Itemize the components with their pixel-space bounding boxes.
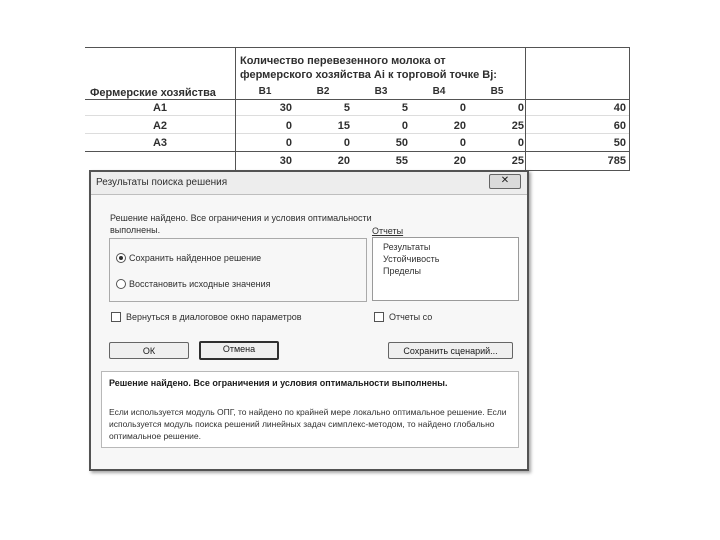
radio-restore-label: Восстановить исходные значения [129,279,271,289]
report-item-limits[interactable]: Пределы [383,266,421,276]
column-header: B4 [432,86,446,97]
dialog-titlebar[interactable] [91,172,527,195]
table-top-border [85,47,630,48]
column-total-cell[interactable]: 20 [337,155,350,167]
row-label: A3 [152,137,168,149]
dialog-title: Результаты поиска решения [96,177,228,188]
table-cell[interactable]: 0 [285,120,292,132]
row-label: A1 [152,102,168,114]
table-cell[interactable]: 0 [401,120,408,132]
column-total-cell[interactable]: 55 [395,155,408,167]
table-cell[interactable]: 15 [337,120,350,132]
info-title: Решение найдено. Все ограничения и условия оптимальности выполнены. [109,378,448,388]
reports-label: Отчеты [372,226,404,236]
radio-button[interactable] [116,279,126,289]
row-total-cell[interactable]: 40 [613,102,626,114]
radio-keep-label: Сохранить найденное решение [129,253,262,263]
table-divider [235,47,236,171]
column-header: B5 [490,86,504,97]
table-cell[interactable]: 0 [343,137,350,149]
table-divider [525,47,526,171]
checkbox[interactable] [374,312,384,322]
column-header: B2 [316,86,330,97]
column-total-cell[interactable]: 20 [453,155,466,167]
column-total-cell[interactable]: 30 [279,155,292,167]
spreadsheet-table [85,47,630,172]
table-divider [629,47,630,171]
result-message: Решение найдено. Все ограничения и условия оптимальности выполнены. [110,213,372,235]
table-cell[interactable]: 0 [285,137,292,149]
solution-options-group [109,238,367,302]
totals-top-border [85,151,630,152]
checkbox[interactable] [111,312,121,322]
save-scenario-button[interactable]: Сохранить сценарий... [388,342,513,359]
column-header: B1 [258,86,272,97]
report-item-sensitivity[interactable]: Устойчивость [383,254,440,264]
info-body: Если используется модуль ОПГ, то найдено по крайней мере локально оптимальное решение. Если используется модуль поиска решений линейных задач симплекс-методом, то найдено глобально оптимальное решение. [109,407,507,441]
return-to-params-checkbox[interactable] [111,312,302,322]
outline-reports-label: Отчеты со [389,312,433,322]
grand-total-cell[interactable]: 785 [607,155,626,167]
reports-listbox[interactable] [372,237,519,301]
info-panel [101,371,519,448]
table-cell[interactable]: 5 [401,102,408,114]
table-cell[interactable]: 20 [453,120,466,132]
report-item-results[interactable]: Результаты [383,242,431,252]
column-header: B3 [374,86,388,97]
close-icon[interactable]: ✕ [489,174,521,189]
table-cell[interactable]: 0 [459,137,466,149]
table-cell[interactable]: 0 [517,137,524,149]
radio-button[interactable] [116,253,126,263]
ok-button[interactable]: ОК [109,342,189,359]
table-cell[interactable]: 50 [395,137,408,149]
column-total-cell[interactable]: 25 [511,155,524,167]
grid-line [85,133,630,134]
cancel-button[interactable]: Отмена [199,341,279,360]
table-cell[interactable]: 5 [343,102,350,114]
table-cell[interactable]: 0 [517,102,524,114]
table-cell[interactable]: 25 [511,120,524,132]
row-label: A2 [152,120,168,132]
table-cell[interactable]: 30 [279,102,292,114]
radio-keep-solution[interactable] [116,253,261,263]
row-total-cell[interactable]: 60 [613,120,626,132]
radio-restore-values[interactable] [116,279,271,289]
return-to-params-label: Вернуться в диалоговое окно параметров [126,312,302,322]
row-header-label: Фермерские хозяйства [90,87,216,99]
outline-reports-checkbox[interactable] [374,312,432,322]
row-total-cell[interactable]: 50 [613,137,626,149]
table-cell[interactable]: 0 [459,102,466,114]
grid-line [85,115,630,116]
solver-results-dialog [89,170,529,471]
table-header-line2: фермерского хозяйства Аi к торговой точке Bj: [240,69,497,81]
table-header-line1: Количество перевезенного молока от [240,55,446,67]
